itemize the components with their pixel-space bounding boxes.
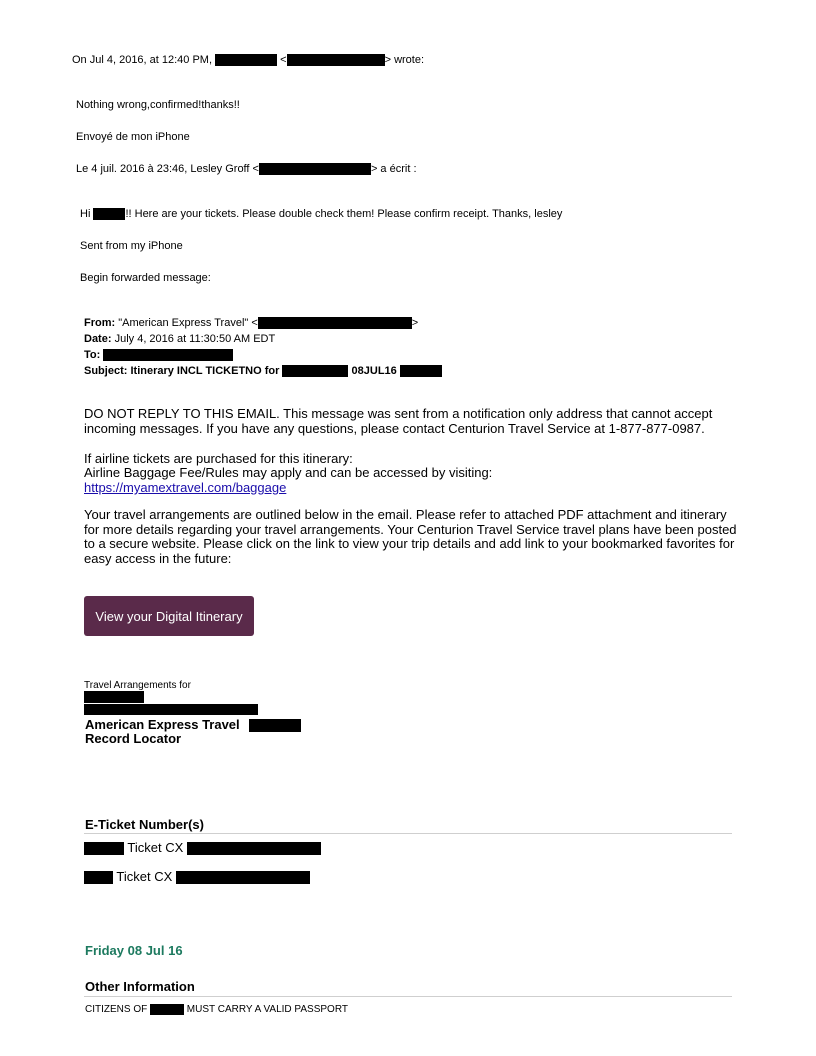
sent-from-en: Sent from my iPhone [80,240,183,252]
travel-arrangements-for: Travel Arrangements for [84,680,191,691]
redacted-traveler-1 [84,691,144,703]
reply-header-lt: < [280,54,287,66]
redacted-ticket-prefix [84,842,124,855]
from-label: From: [84,317,116,329]
day-heading: Friday 08 Jul 16 [85,943,183,958]
baggage-link[interactable]: https://myamextravel.com/baggage [84,480,287,495]
to-label: To: [84,349,101,361]
arrangements-text: Your travel arrangements are outlined below in the email. Please refer to attached PDF attachment and itinerary for more details regarding your travel arrangements. Your Centurion Travel Service travel plans have been posted to a secure website. Please click on the link to view your trip details and add link to your bookmarked favorites for easy access in the future: [84,507,737,566]
from-value: "American Express Travel" < [118,317,258,329]
amex-travel-label [85,717,301,732]
amex-travel-text: American Express Travel [85,717,240,732]
message-line [80,207,562,221]
message-body: !! Here are your tickets. Please double check them! Please confirm receipt. Thanks, lesley [125,208,563,220]
date-value: July 4, 2016 at 11:30:50 AM EDT [114,333,276,345]
french-header-prefix: Le 4 juil. 2016 à 23:46, Lesley Groff < [76,163,259,175]
redacted-locator [249,719,301,732]
redacted-traveler-2 [84,704,258,715]
from-end: > [411,317,419,329]
date-label: Date: [84,333,112,345]
forward-to [84,348,233,362]
redacted-traveler-2-wrap [84,704,258,715]
no-reply-notice: DO NOT REPLY TO THIS EMAIL. This message was sent from a notification only address that cannot accept incoming messages. If you have any questions, please contact Centurion Travel Service at 1-877-877-0987. [84,406,713,436]
redacted-ticket-prefix [84,871,113,884]
ticket-row-2 [84,869,310,884]
citizens-line [85,1004,348,1015]
redacted-from-email [258,317,412,329]
redacted-email [259,163,371,175]
eticket-heading: E-Ticket Number(s) [85,817,204,832]
reply-header-prefix: On Jul 4, 2016, at 12:40 PM, [72,54,213,66]
redacted-sender-name [215,54,277,66]
french-header-suffix: > a écrit : [370,163,417,175]
sent-from-fr: Envoyé de mon iPhone [76,131,190,143]
redacted-traveler [84,691,144,703]
eticket-divider [84,833,732,834]
redacted-country [150,1004,184,1015]
subject-date: 08JUL16 [351,365,397,377]
airline-line2: Airline Baggage Fee/Rules may apply and can be accessed by visiting: [84,465,493,480]
french-header [76,162,417,176]
airline-line1: If airline tickets are purchased for this itinerary: [84,451,353,466]
redacted-to [103,349,233,361]
redacted-subject-name [282,365,348,377]
reply-header [72,53,424,67]
reply-header-suffix: > wrote: [384,54,425,66]
redacted-ticket-number [187,842,321,855]
reply-body: Nothing wrong,confirmed!thanks!! [76,99,240,111]
view-itinerary-button[interactable]: View your Digital Itinerary [84,596,254,636]
forward-subject [84,364,442,378]
other-info-heading: Other Information [85,979,195,994]
begin-forwarded: Begin forwarded message: [80,272,211,284]
subject-value: Itinerary INCL TICKETNO for [130,365,280,377]
ticket-label: Ticket CX [127,840,184,855]
record-locator-label: Record Locator [85,731,182,746]
subject-label: Subject: [84,365,128,377]
forward-date [84,332,275,346]
citizens-prefix: CITIZENS OF [85,1004,148,1016]
ticket-label: Ticket CX [116,869,173,884]
forward-from [84,316,418,330]
message-hi: Hi [80,208,91,220]
citizens-suffix: MUST CARRY A VALID PASSPORT [186,1004,348,1016]
redacted-subject-code [400,365,442,377]
redacted-sender-email [287,54,385,66]
ticket-row-1 [84,840,321,855]
other-info-divider [84,996,732,997]
redacted-ticket-number [176,871,310,884]
redacted-name [93,208,125,220]
